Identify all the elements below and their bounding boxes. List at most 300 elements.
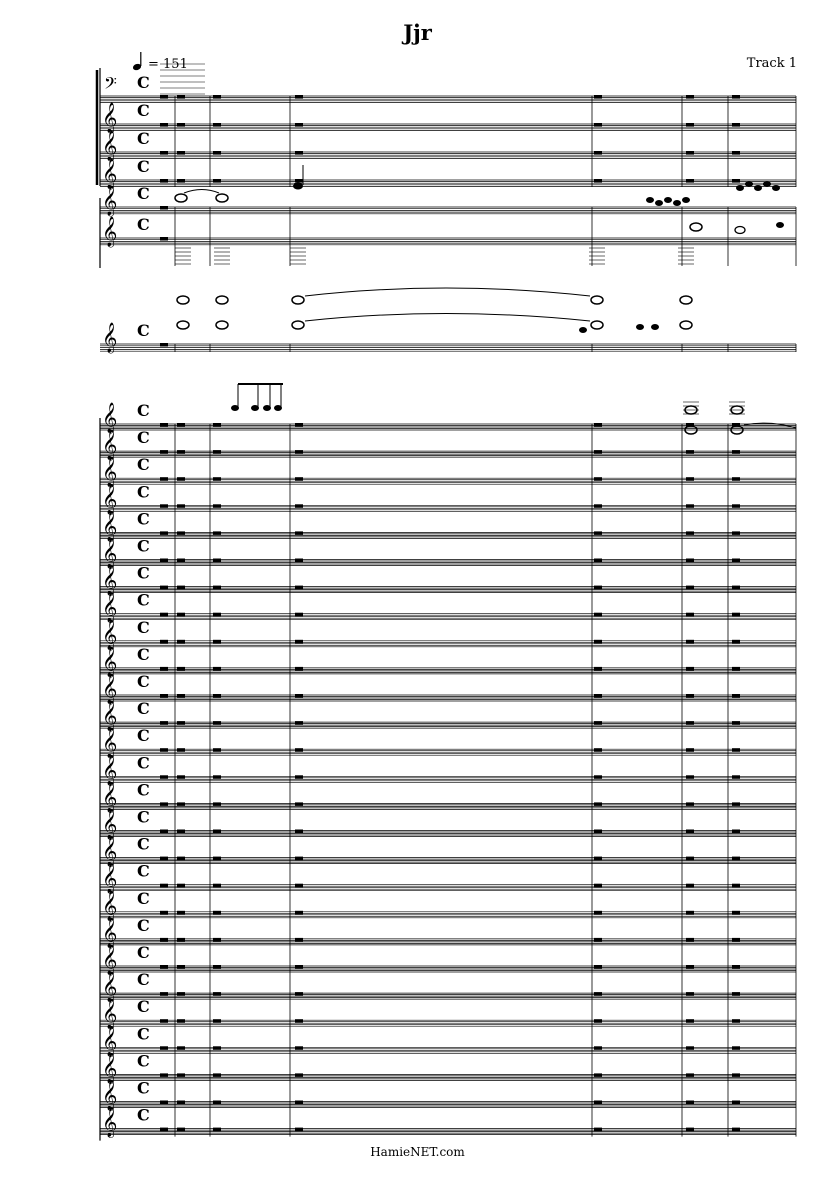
whole-rest (732, 775, 740, 779)
whole-rest (160, 206, 168, 210)
whole-rest (686, 450, 694, 454)
whole-rest (177, 938, 185, 942)
whole-rest (295, 423, 303, 427)
whole-rest (686, 477, 694, 481)
whole-rest (177, 1019, 185, 1023)
eighth-note (664, 197, 672, 203)
whole-rest (686, 504, 694, 508)
whole-rest (177, 721, 185, 725)
whole-rest (160, 343, 168, 347)
treble-clef-icon: 𝄞 (102, 809, 118, 840)
treble-clef-icon: 𝄞 (102, 131, 118, 161)
whole-rest (732, 830, 740, 834)
whole-rest (213, 884, 221, 888)
whole-rest (213, 477, 221, 481)
whole-rest (177, 748, 185, 752)
whole-note (591, 296, 603, 304)
time-signature: C (137, 1024, 150, 1044)
whole-rest (177, 477, 185, 481)
whole-rest (594, 857, 602, 861)
whole-rest (686, 667, 694, 671)
whole-rest (213, 640, 221, 644)
whole-rest (594, 450, 602, 454)
whole-rest (686, 123, 694, 127)
whole-rest (160, 884, 168, 888)
whole-rest (213, 613, 221, 617)
whole-rest (686, 1101, 694, 1105)
whole-rest (213, 586, 221, 590)
whole-rest (594, 613, 602, 617)
sixteenth-note (745, 181, 753, 187)
whole-rest (686, 95, 694, 99)
time-signature: C (137, 563, 150, 583)
treble-clef-icon: 𝄞 (102, 674, 118, 704)
whole-note (177, 321, 189, 329)
whole-rest (732, 151, 740, 155)
whole-rest (177, 640, 185, 644)
treble-clef-icon: 𝄞 (102, 511, 118, 542)
whole-rest (160, 123, 168, 127)
whole-rest (732, 450, 740, 454)
time-signature: C (137, 644, 150, 664)
whole-rest (213, 531, 221, 535)
whole-note (680, 296, 692, 304)
whole-rest (295, 531, 303, 535)
eighth-note (579, 327, 587, 333)
whole-rest (686, 721, 694, 725)
watermark-text: HamieNET.com (370, 1145, 465, 1159)
whole-rest (177, 123, 185, 127)
whole-rest (594, 531, 602, 535)
whole-rest (160, 179, 168, 183)
whole-rest (686, 911, 694, 915)
whole-rest (686, 992, 694, 996)
whole-rest (295, 830, 303, 834)
whole-rest (160, 992, 168, 996)
whole-rest (213, 694, 221, 698)
time-signature: C (137, 617, 150, 637)
whole-rest (732, 504, 740, 508)
whole-rest (160, 694, 168, 698)
whole-rest (732, 179, 740, 183)
whole-rest (295, 1128, 303, 1132)
whole-note (690, 223, 702, 231)
eighth-note (776, 222, 784, 228)
whole-rest (160, 1101, 168, 1105)
treble-clef-icon: 𝄞 (102, 103, 118, 133)
whole-rest (732, 721, 740, 725)
whole-rest (213, 450, 221, 454)
whole-rest (213, 1019, 221, 1023)
whole-rest (594, 95, 602, 99)
whole-rest (295, 559, 303, 563)
whole-rest (213, 1046, 221, 1050)
treble-clef-icon: 𝄞 (102, 565, 118, 596)
whole-rest (295, 721, 303, 725)
whole-rest (177, 830, 185, 834)
whole-rest (594, 830, 602, 834)
whole-rest (160, 802, 168, 806)
whole-rest (732, 559, 740, 563)
whole-rest (686, 559, 694, 563)
whole-note (680, 321, 692, 329)
whole-rest (594, 1128, 602, 1132)
whole-rest (160, 775, 168, 779)
whole-rest (213, 1128, 221, 1132)
whole-note (175, 194, 187, 202)
whole-rest (686, 531, 694, 535)
whole-rest (686, 802, 694, 806)
whole-rest (732, 1128, 740, 1132)
whole-rest (295, 613, 303, 617)
whole-rest (213, 1101, 221, 1105)
whole-rest (177, 423, 185, 427)
time-signature: C (137, 590, 150, 610)
time-signature: C (137, 753, 150, 773)
treble-clef-icon: 𝄞 (102, 619, 118, 650)
treble-clef-icon: 𝄞 (102, 646, 118, 677)
whole-rest (177, 1073, 185, 1077)
whole-rest (213, 721, 221, 725)
treble-clef-icon: 𝄞 (102, 186, 118, 216)
whole-rest (177, 613, 185, 617)
time-signature: C (137, 943, 150, 962)
whole-rest (177, 992, 185, 996)
whole-rest (213, 775, 221, 779)
whole-rest (213, 179, 221, 183)
time-signature: C (137, 321, 150, 340)
whole-rest (732, 694, 740, 698)
time-signature: C (137, 157, 150, 176)
whole-rest (594, 423, 602, 427)
treble-clef-icon: 𝄞 (102, 701, 118, 732)
time-signature: C (137, 73, 150, 92)
whole-rest (295, 857, 303, 861)
half-note (735, 227, 745, 234)
tie (184, 190, 219, 194)
whole-rest (177, 694, 185, 698)
whole-rest (295, 694, 303, 698)
eighth-note (651, 324, 659, 330)
whole-rest (295, 1073, 303, 1077)
eighth-note (682, 197, 690, 203)
treble-clef-icon: 𝄞 (102, 484, 118, 515)
whole-rest (177, 95, 185, 99)
whole-rest (686, 1073, 694, 1077)
whole-rest (732, 1046, 740, 1050)
treble-clef-icon: 𝄞 (102, 755, 118, 786)
whole-rest (686, 694, 694, 698)
treble-clef-icon: 𝄞 (102, 836, 118, 867)
quarter-note (293, 183, 303, 190)
whole-rest (160, 151, 168, 155)
whole-rest (160, 1073, 168, 1077)
whole-note (177, 296, 189, 304)
whole-rest (177, 1046, 185, 1050)
whole-rest (594, 938, 602, 942)
whole-rest (732, 667, 740, 671)
whole-rest (160, 667, 168, 671)
whole-rest (295, 179, 303, 183)
whole-rest (594, 1073, 602, 1077)
whole-rest (295, 95, 303, 99)
whole-rest (160, 721, 168, 725)
whole-rest (177, 1101, 185, 1105)
whole-rest (177, 857, 185, 861)
whole-rest (295, 477, 303, 481)
whole-rest (160, 477, 168, 481)
whole-note (292, 321, 304, 329)
whole-rest (594, 748, 602, 752)
time-signature: C (137, 1105, 150, 1125)
time-signature: C (137, 455, 150, 475)
whole-rest (295, 151, 303, 155)
whole-rest (177, 586, 185, 590)
time-signature: C (137, 970, 150, 990)
whole-rest (160, 1019, 168, 1023)
treble-clef-icon: 𝄞 (102, 972, 118, 1003)
whole-rest (160, 531, 168, 535)
tempo-value: = 151 (148, 57, 188, 72)
treble-clef-icon: 𝄞 (102, 999, 118, 1030)
treble-clef-icon: 𝄞 (102, 1107, 118, 1138)
time-signature: C (137, 1051, 150, 1071)
treble-clef-icon: 𝄞 (102, 728, 118, 759)
whole-note (216, 296, 228, 304)
whole-note (591, 321, 603, 329)
whole-rest (686, 938, 694, 942)
treble-clef-icon: 𝄞 (102, 863, 118, 894)
whole-rest (160, 613, 168, 617)
whole-rest (295, 938, 303, 942)
whole-rest (594, 1101, 602, 1105)
whole-rest (160, 748, 168, 752)
whole-rest (295, 1046, 303, 1050)
whole-rest (686, 775, 694, 779)
whole-rest (295, 911, 303, 915)
treble-clef-icon: 𝄞 (102, 945, 118, 975)
whole-rest (594, 477, 602, 481)
time-signature: C (137, 672, 150, 691)
whole-rest (295, 884, 303, 888)
whole-rest (594, 179, 602, 183)
whole-rest (686, 1128, 694, 1132)
whole-rest (177, 1128, 185, 1132)
whole-rest (177, 802, 185, 806)
whole-rest (295, 802, 303, 806)
whole-rest (213, 965, 221, 969)
eighth-note (673, 200, 681, 206)
whole-rest (732, 1019, 740, 1023)
whole-rest (594, 1046, 602, 1050)
whole-rest (594, 802, 602, 806)
whole-rest (177, 965, 185, 969)
treble-clef-icon: 𝄞 (102, 782, 118, 813)
whole-rest (177, 151, 185, 155)
whole-rest (686, 586, 694, 590)
whole-rest (732, 531, 740, 535)
whole-rest (732, 938, 740, 942)
whole-rest (213, 938, 221, 942)
eighth-note (646, 197, 654, 203)
whole-rest (213, 830, 221, 834)
whole-rest (213, 802, 221, 806)
whole-rest (686, 613, 694, 617)
treble-clef-icon: 𝄞 (102, 457, 118, 488)
whole-rest (160, 857, 168, 861)
treble-clef-icon: 𝄞 (102, 1026, 118, 1057)
time-signature: C (137, 428, 150, 448)
time-signature: C (137, 101, 150, 120)
whole-rest (295, 667, 303, 671)
time-signature: C (137, 401, 150, 420)
whole-rest (160, 1128, 168, 1132)
whole-rest (594, 911, 602, 915)
time-signature: C (137, 482, 150, 502)
whole-rest (213, 748, 221, 752)
time-signature: C (137, 215, 150, 234)
whole-rest (295, 748, 303, 752)
whole-rest (686, 965, 694, 969)
track-label: Track 1 (746, 56, 797, 71)
whole-rest (732, 1101, 740, 1105)
whole-rest (732, 95, 740, 99)
whole-rest (295, 640, 303, 644)
time-signature: C (137, 726, 150, 746)
score-title: Jjr (403, 20, 432, 45)
time-signature: C (137, 780, 150, 800)
whole-rest (686, 748, 694, 752)
whole-rest (594, 965, 602, 969)
treble-clef-icon: 𝄞 (102, 1053, 118, 1084)
whole-rest (295, 586, 303, 590)
whole-rest (732, 802, 740, 806)
whole-rest (295, 123, 303, 127)
whole-rest (160, 423, 168, 427)
whole-rest (160, 450, 168, 454)
whole-rest (594, 151, 602, 155)
whole-rest (686, 640, 694, 644)
treble-clef-icon: 𝄞 (102, 538, 118, 569)
whole-rest (594, 1019, 602, 1023)
whole-rest (295, 775, 303, 779)
whole-rest (686, 830, 694, 834)
whole-rest (732, 586, 740, 590)
time-signature: C (137, 129, 150, 148)
whole-rest (594, 667, 602, 671)
whole-rest (732, 965, 740, 969)
whole-rest (213, 911, 221, 915)
time-signature: C (137, 1078, 150, 1098)
whole-rest (732, 640, 740, 644)
whole-rest (213, 559, 221, 563)
whole-rest (732, 1073, 740, 1077)
whole-rest (177, 911, 185, 915)
whole-rest (295, 504, 303, 508)
sixteenth-note (754, 185, 762, 191)
bass-clef-icon: 𝄢 (104, 73, 117, 97)
time-signature: C (137, 997, 150, 1017)
whole-rest (160, 95, 168, 99)
whole-rest (295, 992, 303, 996)
whole-rest (160, 911, 168, 915)
whole-rest (594, 559, 602, 563)
whole-rest (295, 965, 303, 969)
whole-rest (732, 884, 740, 888)
treble-clef-icon: 𝄞 (102, 323, 118, 353)
whole-rest (686, 179, 694, 183)
whole-rest (177, 667, 185, 671)
whole-rest (177, 179, 185, 183)
sixteenth-note (736, 185, 744, 191)
whole-rest (213, 667, 221, 671)
whole-rest (686, 857, 694, 861)
whole-rest (213, 95, 221, 99)
whole-rest (177, 531, 185, 535)
whole-rest (213, 123, 221, 127)
whole-rest (686, 151, 694, 155)
whole-rest (594, 504, 602, 508)
sixteenth-note (772, 185, 780, 191)
whole-note (216, 321, 228, 329)
treble-clef-icon: 𝄞 (102, 403, 118, 433)
whole-rest (213, 151, 221, 155)
whole-rest (177, 884, 185, 888)
whole-rest (295, 1019, 303, 1023)
tie (305, 314, 590, 322)
whole-rest (160, 504, 168, 508)
whole-rest (160, 237, 168, 241)
whole-rest (732, 123, 740, 127)
whole-rest (177, 559, 185, 563)
whole-rest (177, 504, 185, 508)
whole-rest (686, 884, 694, 888)
whole-rest (160, 586, 168, 590)
whole-rest (295, 450, 303, 454)
whole-rest (160, 559, 168, 563)
sixteenth-note (763, 181, 771, 187)
treble-clef-icon: 𝄞 (102, 159, 118, 189)
whole-rest (213, 423, 221, 427)
whole-rest (732, 992, 740, 996)
whole-rest (594, 123, 602, 127)
whole-rest (177, 450, 185, 454)
treble-clef-icon: 𝄞 (102, 890, 118, 921)
whole-rest (213, 857, 221, 861)
whole-rest (160, 965, 168, 969)
treble-clef-icon: 𝄞 (102, 217, 118, 247)
time-signature: C (137, 699, 150, 719)
whole-rest (213, 504, 221, 508)
whole-note (292, 296, 304, 304)
whole-rest (213, 992, 221, 996)
whole-rest (594, 775, 602, 779)
whole-rest (594, 640, 602, 644)
treble-clef-icon: 𝄞 (102, 592, 118, 623)
time-signature: C (137, 509, 150, 529)
whole-rest (686, 1046, 694, 1050)
whole-rest (732, 857, 740, 861)
time-signature: C (137, 834, 150, 854)
whole-rest (594, 694, 602, 698)
whole-rest (732, 613, 740, 617)
time-signature: C (137, 807, 150, 827)
whole-rest (594, 721, 602, 725)
whole-rest (594, 884, 602, 888)
whole-note (216, 194, 228, 202)
time-signature: C (137, 536, 150, 556)
eighth-note (636, 324, 644, 330)
